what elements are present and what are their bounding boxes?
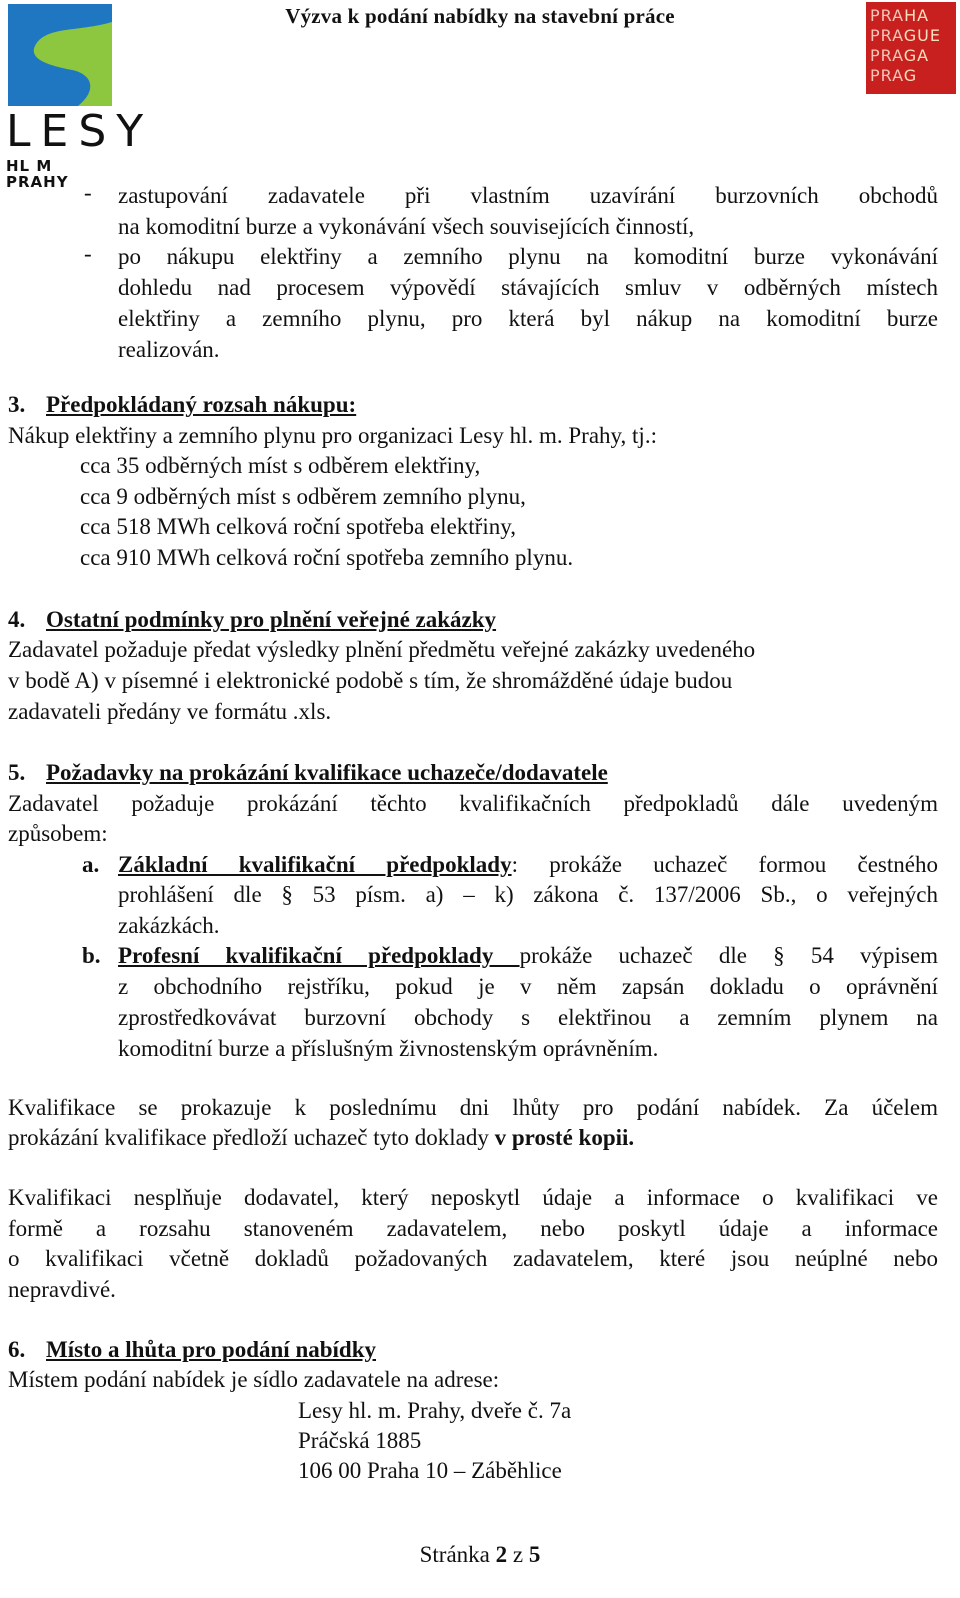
section-5a-line: prohlášení dle § 53 písm. a) – k) zákona č. 137/2006 Sb., o veřejných [118,882,938,907]
bullet-line: na komoditní burze a vykonávání všech souvisejících činností, [118,214,695,239]
section-6-number: 6. [8,1337,26,1362]
lesy-flag-icon [8,4,112,106]
section-3-intro: Nákup elektřiny a zemního plynu pro organizaci Lesy hl. m. Prahy, tj.: [8,423,657,448]
bullet-line: realizován. [118,337,220,362]
section-4-line: zadavateli předány ve formátu .xls. [8,699,332,724]
section-5-line: způsobem: [8,821,108,846]
section-4-line: v bodě A) v písemné i elektronické podobě s tím, že shromážděné údaje budou [8,668,733,693]
section-5a-title: Základní kvalifikační předpoklady [118,852,512,877]
praha-logo [866,2,956,94]
address-line: 106 00 Praha 10 – Záběhlice [298,1458,562,1483]
non-compliance-line: nepravdivé. [8,1277,116,1302]
bullet-line: elektřiny a zemního plynu, pro která byl nákup na komoditní burze [118,306,938,331]
section-3-item: cca 35 odběrných míst s odběrem elektřiny, [80,453,481,478]
footer-label: Stránka [419,1542,496,1567]
lesy-logo [4,2,154,191]
section-3-heading: Předpokládaný rozsah nákupu: [46,392,357,417]
section-5a-first-line [118,849,938,880]
section-5b-letter: b. [82,943,101,968]
footer-page-number: 2 [495,1542,508,1567]
bullet-dash: - [84,241,92,266]
praha-logo-row: PRAG [870,66,918,85]
header-title: Výzva k podání nabídky na stavební práce [285,4,675,28]
section-5b-rest: prokáže uchazeč dle § 54 výpisem [519,943,938,968]
section-3-item: cca 910 MWh celková roční spotřeba zemního plynu. [80,545,574,570]
praha-logo-row: PRAGUE [870,26,941,45]
lesy-subtitle: HL M PRAHY [6,157,69,191]
section-5-heading: Požadavky na prokázání kvalifikace uchazeče/dodavatele [46,760,608,785]
section-6-heading: Místo a lhůta pro podání nabídky [46,1337,376,1362]
section-5a-rest: : prokáže uchazeč formou čestného [511,852,938,877]
non-compliance-line: o kvalifikaci včetně dokladů požadovaných zadavatelem, které jsou neúplné nebo [8,1246,938,1271]
section-4-heading: Ostatní podmínky pro plnění veřejné zakázky [46,607,497,632]
section-3-item: cca 518 MWh celková roční spotřeba elektřiny, [80,514,516,539]
page-footer [0,1542,960,1568]
section-5b-first-line [118,940,938,971]
section-6-intro: Místem podání nabídek je sídlo zadavatele na adrese: [8,1367,500,1392]
footer-separator: z [507,1542,529,1567]
qualification-emphasis: v prosté kopii. [494,1125,635,1150]
section-3-item: cca 9 odběrných míst s odběrem zemního plynu, [80,484,526,509]
lesy-wordmark: LESY [6,106,154,157]
address-line: Práčská 1885 [298,1428,422,1453]
section-5b-line: zprostředkovávat burzovní obchody s elektřinou a zemním plynem na [118,1005,938,1030]
section-5b-title: Profesní kvalifikační předpoklady [118,943,520,968]
section-4-number: 4. [8,607,26,632]
praha-logo-row: PRAHA [870,6,930,25]
section-5-line: Zadavatel požaduje prokázání těchto kvalifikačních předpokladů dále uvedeným [8,791,938,816]
praha-logo-row: PRAGA [870,46,930,65]
non-compliance-line: formě a rozsahu stanoveném zadavatelem, nebo poskytl údaje a informace [8,1216,938,1241]
section-5-number: 5. [8,760,26,785]
bullet-line: po nákupu elektřiny a zemního plynu na komoditní burze vykonávání [118,244,938,269]
qualification-paragraph-line [8,1122,634,1153]
qualification-text: prokázání kvalifikace předloží uchazeč tyto doklady [8,1125,495,1150]
address-line: Lesy hl. m. Prahy, dveře č. 7a [298,1398,572,1423]
bullet-line: zastupování zadavatele při vlastním uzavírání burzovních obchodů [118,183,938,208]
section-4-line: Zadavatel požaduje předat výsledky plnění předmětu veřejné zakázky uvedeného [8,637,756,662]
section-3-number: 3. [8,392,26,417]
section-5b-line: z obchodního rejstříku, pokud je v něm zapsán dokladu o oprávnění [118,974,938,999]
qualification-paragraph-line: Kvalifikace se prokazuje k poslednímu dni lhůty pro podání nabídek. Za účelem [8,1095,938,1120]
section-5b-line: komoditní burze a příslušným živnostenským oprávněním. [118,1036,659,1061]
section-5a-line: zakázkách. [118,913,220,938]
bullet-line: dohledu nad procesem výpovědí stávajících smluv v odběrných místech [118,275,938,300]
non-compliance-line: Kvalifikaci nesplňuje dodavatel, který neposkytl údaje a informace o kvalifikaci ve [8,1185,938,1210]
bullet-dash: - [84,180,92,205]
section-5a-letter: a. [82,852,100,877]
footer-page-total: 5 [528,1542,541,1567]
